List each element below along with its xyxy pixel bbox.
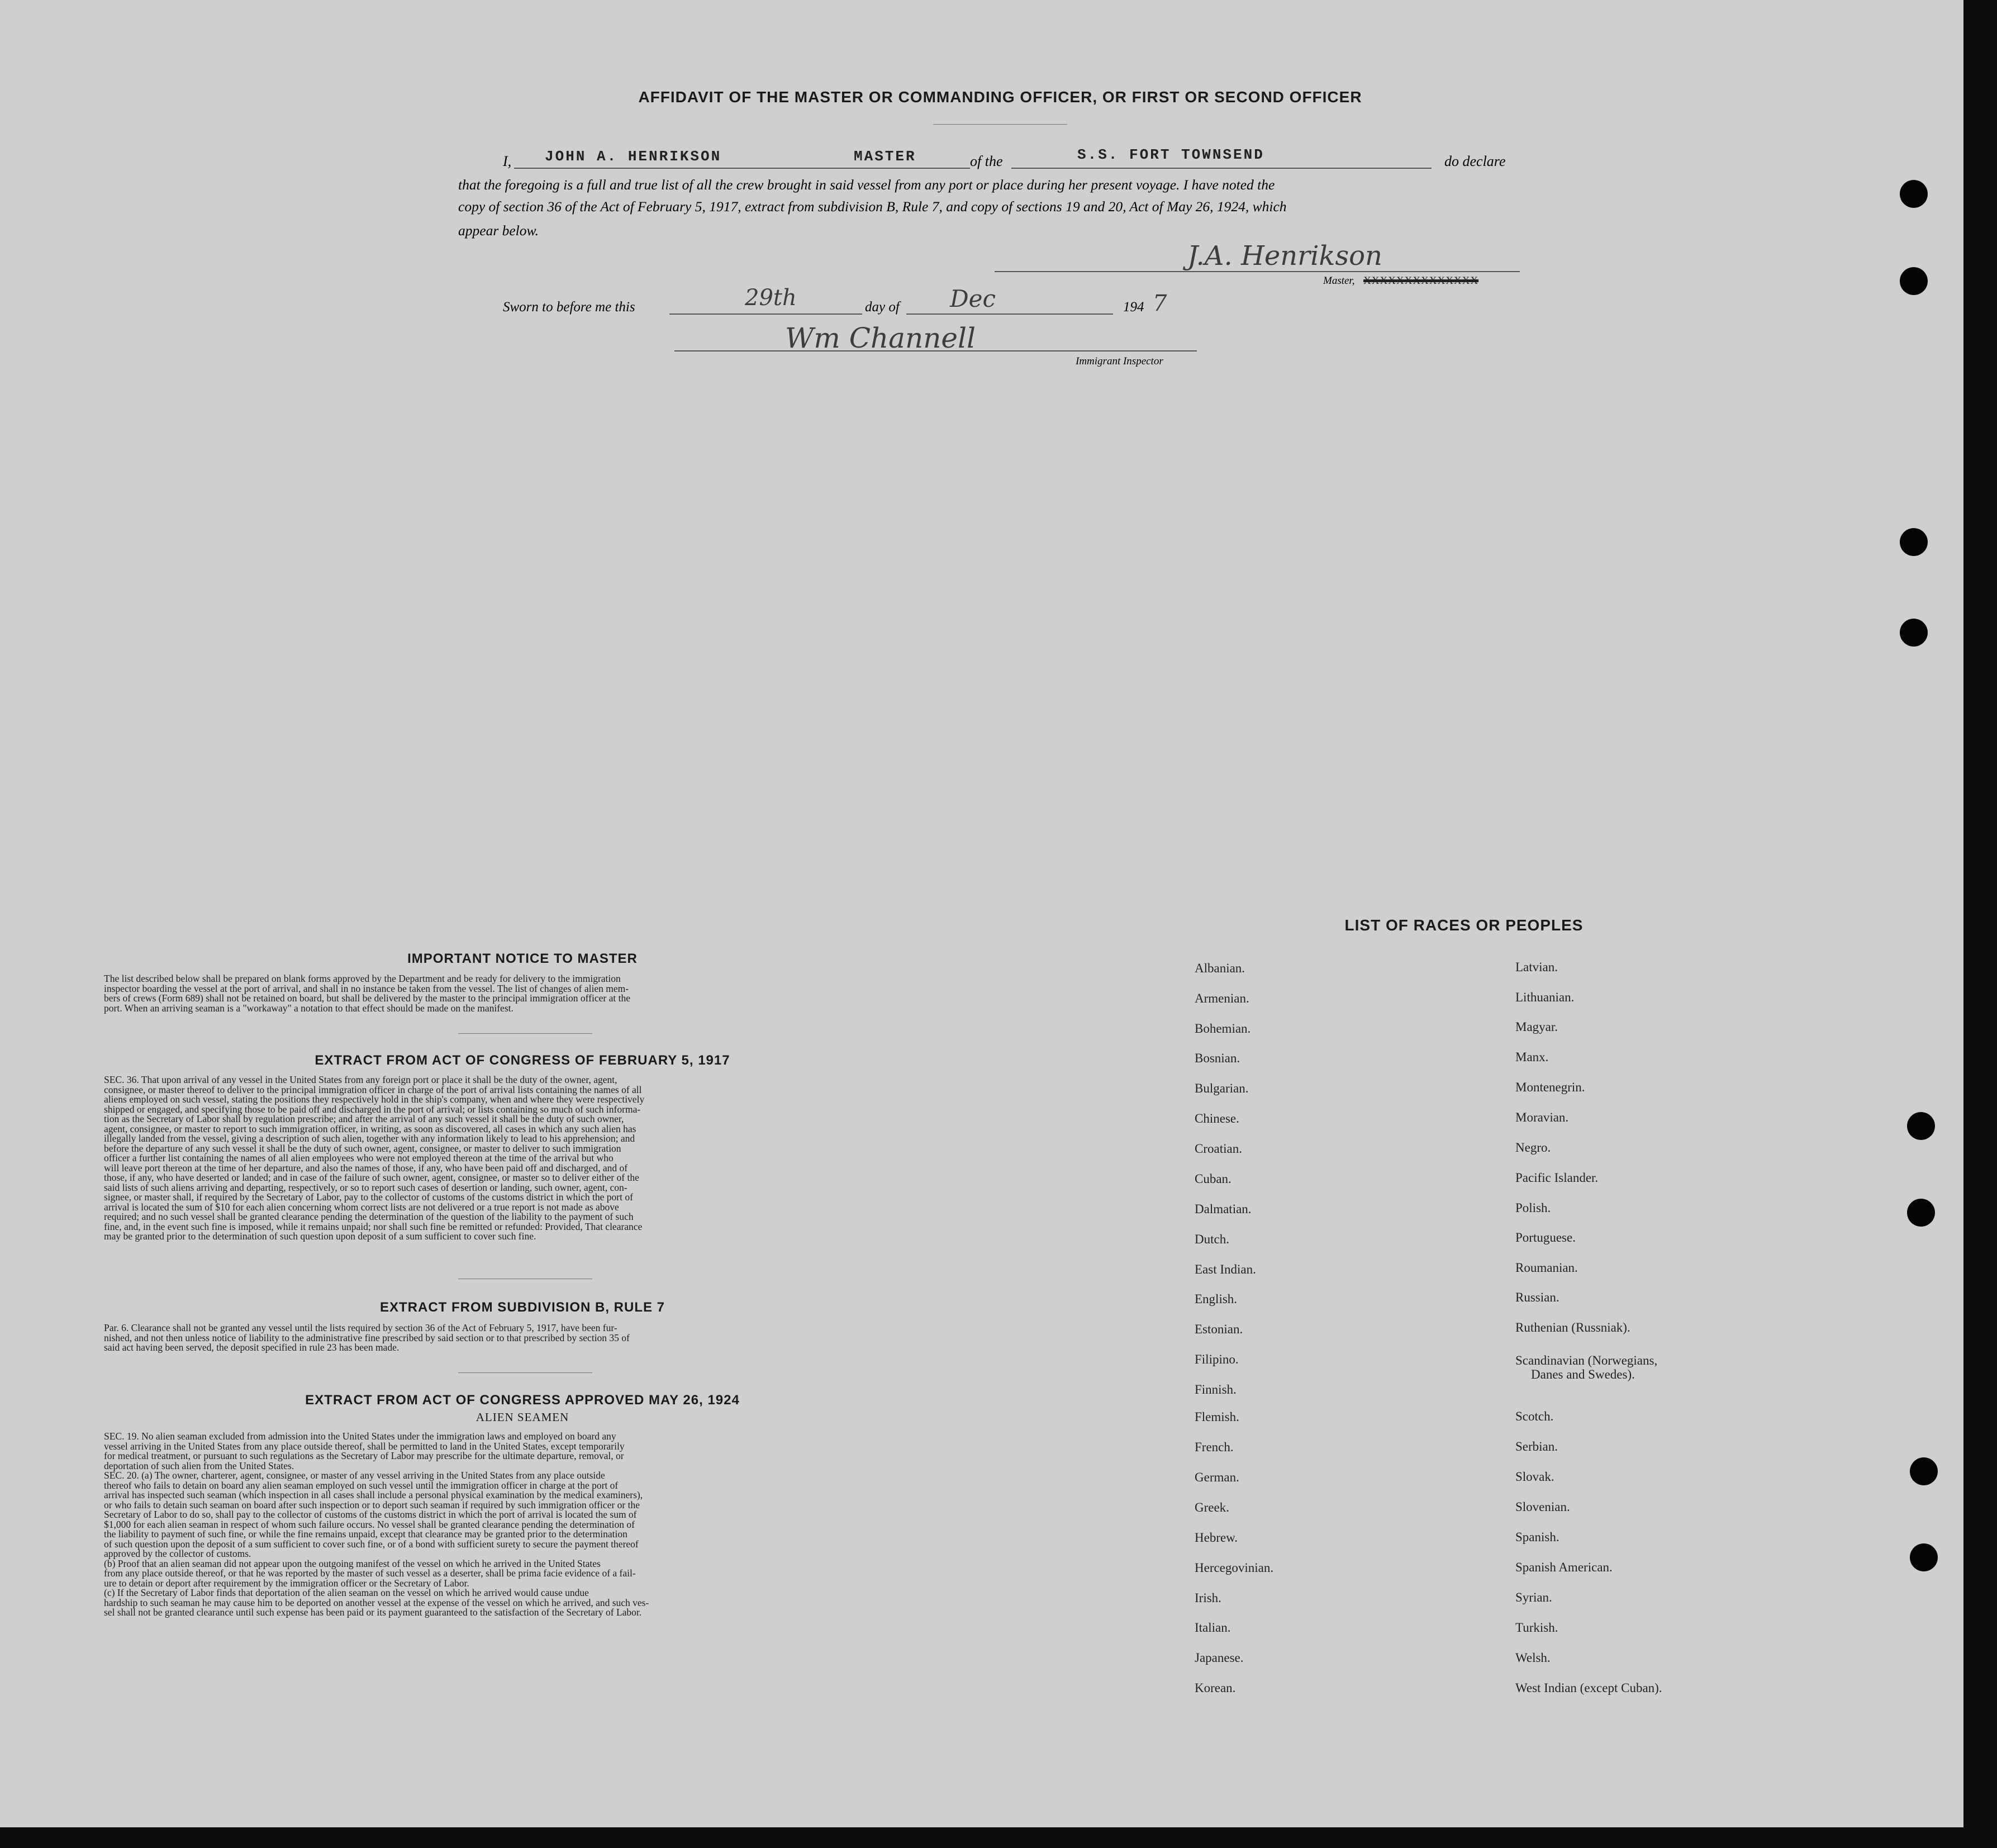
sworn-day: 29th xyxy=(745,285,797,311)
race-item: Dutch. xyxy=(1195,1232,1229,1246)
race-item: Welsh. xyxy=(1515,1651,1551,1665)
race-item: Turkish. xyxy=(1515,1621,1558,1635)
race-item: Bosnian. xyxy=(1195,1051,1240,1065)
race-item: Cuban. xyxy=(1195,1172,1232,1186)
race-item: Flemish. xyxy=(1195,1410,1239,1424)
affidavit-title: AFFIDAVIT OF THE MASTER OR COMMANDING OFFICER, OR FIRST OR SECOND OFFICER xyxy=(638,88,1362,106)
notice-text: The list described below shall be prepared on blank forms approved by the Department and be ready for delivery to the immigration inspector boarding the vessel at the port of arrival, and shall in no instance be taken from the vessel. The list of changes of alien mem- bers of crews (Form 689) shall not be retained on board, but shall be delivered by the master to the principal immigration officer at the port. When an arriving seaman is a "workaway" a notation to that effect should be made on the manifest. xyxy=(104,973,630,1014)
race-item: Finnish. xyxy=(1195,1383,1237,1396)
race-item: Hebrew. xyxy=(1195,1531,1238,1545)
race-item: Polish. xyxy=(1515,1201,1551,1215)
year-suffix: 7 xyxy=(1153,291,1167,316)
punch-hole xyxy=(1900,528,1928,556)
race-item: Lithuanian. xyxy=(1515,990,1575,1004)
sworn-month: Dec xyxy=(950,285,996,312)
extract-1917-text: SEC. 36. That upon arrival of any vessel in the United States from any foreign port or place it shall be the duty of the owner, agent, consignee, or master thereof to deliver to the principal immigration officer in charge of the port of arrival lists containing the names of all aliens employed on such vessel, stating the positions they respectively hold in the ship's company, when and where they were respectively shipped or engaged, and specifying those to be paid off and discharged in the port of arrival; or lists containing so much of such informa- tion as the Secretary of Labor shall by regulation prescribe; and after the arrival of any such vessel it shall be the duty of such owner, agent, consignee, or master to report to such immigration officer, in writing, as soon as discovered, all cases in which any such alien has illegally landed from the vessel, giving a description of such alien, together with any information likely to lead to his apprehension; and before the departure of any such vessel it shall be the duty of such owner, agent, consignee, or master to deliver to such immigration officer a further list containing the names of all alien employees who were not employed thereon at the time of the arrival but who will leave port thereon at the time of her departure, and also the names of those, if any, who have been paid off and discharged, and of those, if any, who have deserted or landed; and in case of the failure of such owner, agent, consignee, or master so to deliver either of the said lists of such aliens arriving and departing, respectively, or so to report such cases of desertion or landing, such owner, agent, con- signee, or master shall, if required by the Secretary of Labor, pay to the collector of customs of the customs district in which the port of arrival is located the sum of $10 for each alien concerning whom correct lists are not delivered or a true report is not made as above required; and no such vessel shall be granted clearance pending the determination of the question of the liability to the payment of such fine, and, in the event such fine is imposed, while it remains unpaid; nor shall such fine be remitted or refunded: Provided, That clearance may be granted prior to the determination of such question upon deposit of a sum sufficient to cover such fine. xyxy=(104,1074,645,1242)
race-item: Scandinavian (Norwegians, Danes and Swedes). xyxy=(1515,1353,1658,1381)
extract-rule7-title: EXTRACT FROM SUBDIVISION B, RULE 7 xyxy=(379,1300,665,1315)
race-item: Russian. xyxy=(1515,1290,1559,1304)
races-title: LIST OF RACES OR PEOPLES xyxy=(1344,916,1584,934)
race-item: West Indian (except Cuban). xyxy=(1515,1681,1662,1695)
race-item: Irish. xyxy=(1195,1591,1221,1605)
inspector-label: Immigrant Inspector xyxy=(1076,355,1163,367)
sworn-month-line xyxy=(906,313,1113,315)
punch-hole xyxy=(1907,1112,1935,1140)
race-item: Portuguese. xyxy=(1515,1231,1576,1244)
punch-hole xyxy=(1900,267,1928,295)
race-item: Moravian. xyxy=(1515,1110,1569,1124)
section-divider xyxy=(458,1372,592,1373)
master-signature: J.A. Henrikson xyxy=(1187,240,1382,272)
race-item: German. xyxy=(1195,1470,1239,1484)
race-item: Pacific Islander. xyxy=(1515,1171,1599,1185)
race-item: Armenian. xyxy=(1195,991,1249,1005)
race-item: Filipino. xyxy=(1195,1352,1239,1366)
year-prefix: 194 xyxy=(1123,300,1144,315)
punch-hole xyxy=(1910,1543,1938,1571)
master-label: Master, xyxy=(1323,275,1355,287)
do-declare-label: do declare xyxy=(1444,153,1506,169)
notice-title: IMPORTANT NOTICE TO MASTER xyxy=(407,951,638,966)
race-item: Albanian. xyxy=(1195,961,1245,975)
race-item: Hercegovinian. xyxy=(1195,1561,1274,1575)
race-item: Scotch. xyxy=(1515,1409,1554,1423)
punch-hole xyxy=(1910,1457,1938,1485)
race-item: Syrian. xyxy=(1515,1590,1552,1604)
race-item: Estonian. xyxy=(1195,1322,1243,1336)
sworn-label: Sworn to before me this xyxy=(503,300,635,315)
race-item: Dalmatian. xyxy=(1195,1202,1252,1216)
sworn-day-line xyxy=(669,313,862,315)
extract-1924-subtitle: ALIEN SEAMEN xyxy=(476,1410,569,1424)
of-the-label: of the xyxy=(970,153,1003,169)
affidavit-body-line: that the foregoing is a full and true list of all the crew brought in said vessel from any port or place during her present voyage. I have noted the xyxy=(458,177,1275,193)
race-item: Slovak. xyxy=(1515,1470,1554,1484)
punch-hole xyxy=(1907,1199,1935,1227)
race-item: Spanish. xyxy=(1515,1530,1559,1544)
race-item: Negro. xyxy=(1515,1141,1551,1155)
extract-1924-title: EXTRACT FROM ACT OF CONGRESS APPROVED MAY 26, 1924 xyxy=(305,1393,740,1408)
race-item: English. xyxy=(1195,1292,1238,1306)
extract-1917-title: EXTRACT FROM ACT OF CONGRESS OF FEBRUARY 5, 1917 xyxy=(315,1053,730,1068)
affidavit-body-line: appear below. xyxy=(458,222,539,239)
affidavit-body-line: copy of section 36 of the Act of February 5, 1917, extract from subdivision B, Rule 7, and copy of sections 19 and 20, Act of May 26, 1924, which xyxy=(458,198,1287,215)
race-item: Greek. xyxy=(1195,1500,1229,1514)
race-item: Latvian. xyxy=(1515,960,1558,974)
race-item: Roumanian. xyxy=(1515,1261,1578,1275)
race-item: Croatian. xyxy=(1195,1142,1242,1156)
vessel-line xyxy=(1011,168,1432,169)
race-item: Manx. xyxy=(1515,1050,1549,1064)
race-item: Slovenian. xyxy=(1515,1500,1570,1514)
extract-1924-text: SEC. 19. No alien seaman excluded from admission into the United States under the immigration laws and employed on board any vessel arriving in the United States from any place outside thereof, shall be permitted to land in the United States, except temporarily for medical treatment, or pursuant to such regulations as the Secretary of Labor may prescribe for the ultimate departure, removal, or deportation of such alien from the United States. SEC. 20. (a) The owner, charterer, agent, consignee, or master of any vessel arriving in the United States from any place outside thereof who fails to detain on board any alien seaman employed on such vessel until the immigration officer in charge at the port of arrival has inspected such seaman (which inspection in all cases shall include a personal physical examination by the medical examiners), or who fails to detain such seaman on board after such inspection or to deport such seaman if required by such immigration officer or the Secretary of Labor to do so, shall pay to the collector of customs of the customs district in which the port of arrival is located the sum of $1,000 for each alien seaman in respect of whom such failure occurs. No vessel shall be granted clearance pending the determination of the liability to payment of such fine, or while the fine remains unpaid, except that clearance may be granted prior to the determination of such question upon the deposit of a sum sufficient to cover such fine, or of a bond with sufficient surety to secure the payment thereof approved by the collector of customs. (b) Proof that an alien seaman did not appear upon the outgoing manifest of the vessel on which he arrived in the United States from any place outside thereof, or that he was reported by the master of such vessel as a deserter, shall be prima facie evidence of a fail- ure to detain or deport after requirement by the immigration officer or the Secretary of Labor. (c) If the Secretary of Labor finds that deportation of the alien seaman on the vessel on which he arrived would cause undue hardship to such seaman he may cause him to be deported on another vessel at the expense of the vessel on which he arrived, and such ves- sel shall not be granted clearance until such expense has been paid or its payment guaranteed to the satisfaction of the Secretary of Labor. xyxy=(104,1431,649,1618)
race-item: Spanish American. xyxy=(1515,1560,1613,1574)
master-rank: MASTER xyxy=(854,148,916,165)
title-divider xyxy=(933,124,1067,125)
struck-label: XXXXXXXXXXXXXX xyxy=(1363,275,1479,287)
race-item: Serbian. xyxy=(1515,1440,1558,1453)
race-item: Bohemian. xyxy=(1195,1022,1251,1035)
race-item: East Indian. xyxy=(1195,1262,1256,1276)
race-item: Bulgarian. xyxy=(1195,1081,1249,1095)
section-divider xyxy=(458,1033,592,1034)
race-item: Chinese. xyxy=(1195,1111,1239,1125)
punch-hole xyxy=(1900,180,1928,208)
race-item: Montenegrin. xyxy=(1515,1080,1585,1094)
name-line xyxy=(514,168,970,169)
race-item: Korean. xyxy=(1195,1681,1236,1695)
master-name: JOHN A. HENRIKSON xyxy=(545,148,722,165)
punch-hole xyxy=(1900,619,1928,647)
race-item: Japanese. xyxy=(1195,1651,1244,1665)
race-item: Ruthenian (Russniak). xyxy=(1515,1320,1630,1334)
race-item: Italian. xyxy=(1195,1621,1231,1635)
race-item: French. xyxy=(1195,1440,1234,1454)
day-of-label: day of xyxy=(865,300,900,315)
i-label: I, xyxy=(503,153,512,169)
inspector-signature: Wm Channell xyxy=(785,322,976,354)
extract-rule7-text: Par. 6. Clearance shall not be granted any vessel until the lists required by section 36 of the Act of February 5, 1917, have been fur- nished, and not then unless notice of liability to the administrative fine prescribed by said section or to that prescribed by section 35 of said act having been served, the deposit specified in rule 23 has been made. xyxy=(104,1322,630,1353)
vessel-name: S.S. FORT TOWNSEND xyxy=(1077,146,1264,163)
race-item: Magyar. xyxy=(1515,1020,1558,1034)
